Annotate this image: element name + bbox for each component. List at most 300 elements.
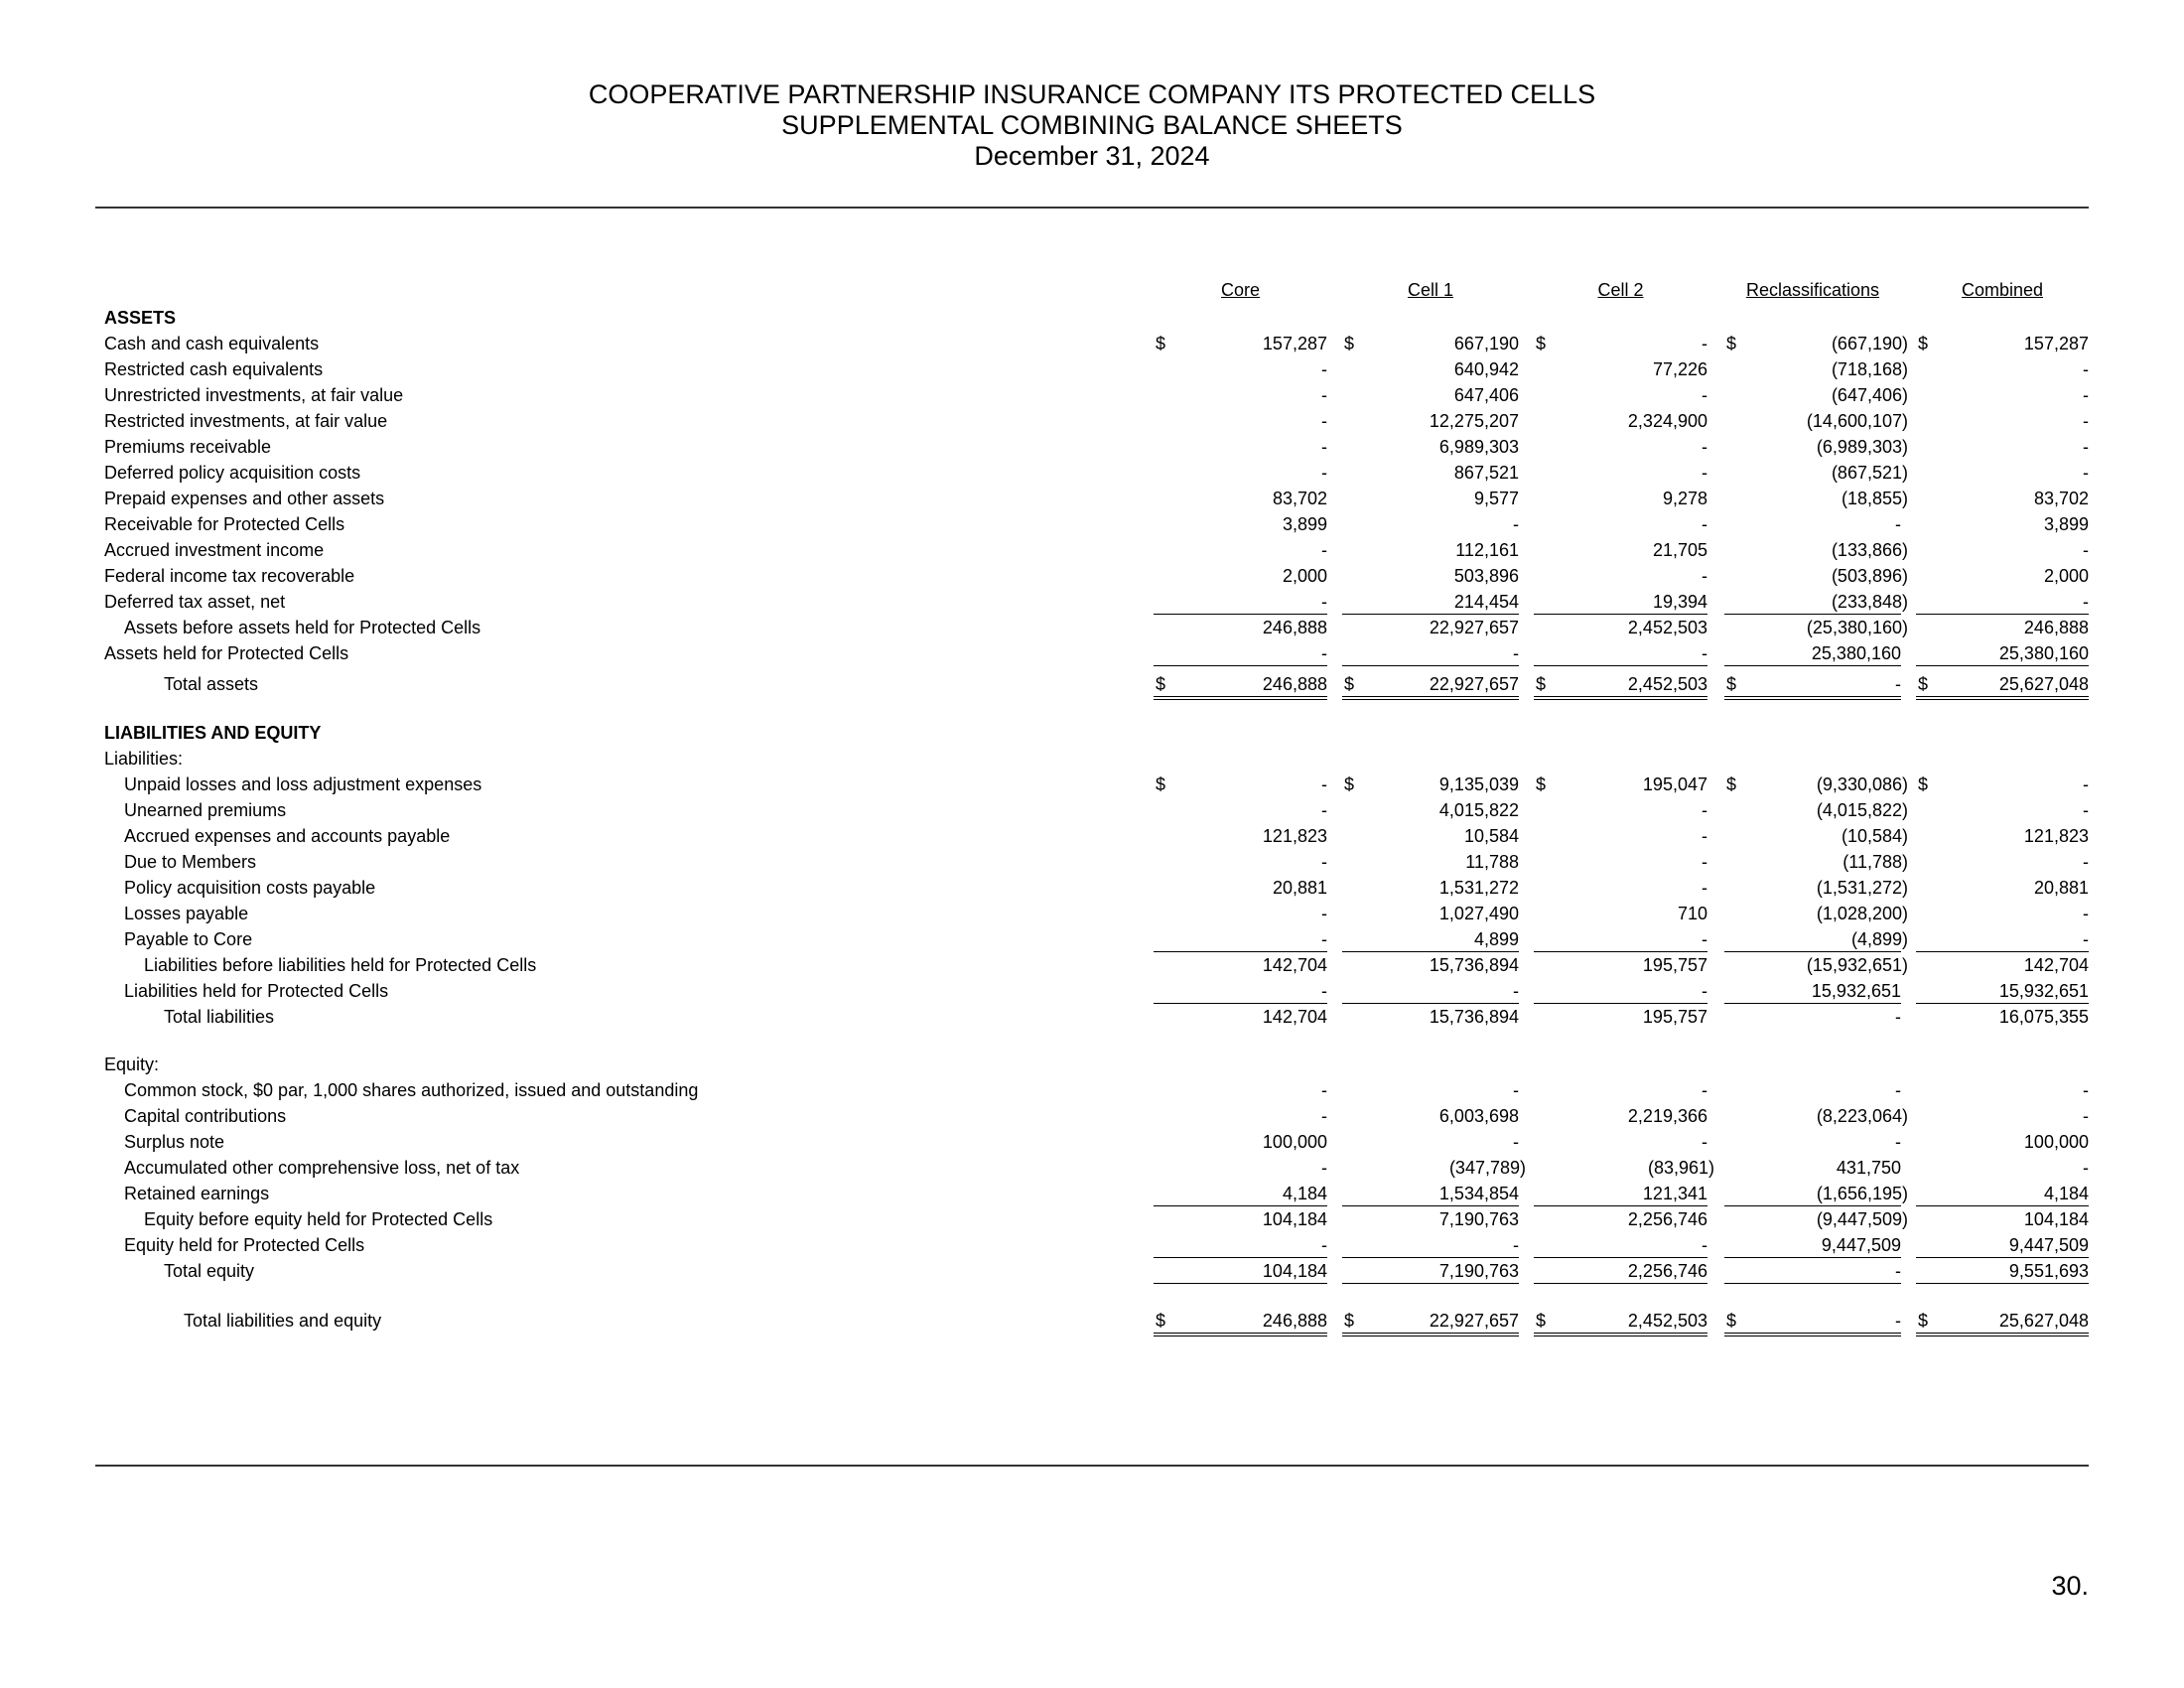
report-title-block [0,79,2184,172]
row-label: Deferred tax asset, net [104,592,286,612]
amount: (1,531,272) [1816,878,1908,898]
row-label: Accrued investment income [104,540,325,560]
amount: 104,184 [2023,1209,2089,1229]
amount: 4,899 [1473,929,1519,949]
value-cell-core [1154,1078,1327,1102]
value-cell-reclassifications [1724,487,1908,510]
value-cell-cell-1 [1342,1207,1519,1231]
currency-symbol: $ [1536,334,1547,353]
value-cell-reclassifications [1724,979,1901,1004]
value-cell-cell-2 [1534,979,1707,1004]
value-cell-reclassifications [1724,332,1908,355]
amount: - [1321,929,1327,949]
amount: 9,577 [1473,489,1519,508]
value-cell-reclassifications [1724,512,1901,536]
amount: 157,287 [2023,334,2089,353]
row-label: Accrued expenses and accounts payable [124,826,451,846]
column-header-cell-1: Cell 1 [1407,280,1454,300]
amount: 6,989,303 [1438,437,1519,457]
value-cell-core [1154,979,1327,1004]
amount: 142,704 [1262,1007,1327,1027]
value-cell-cell-2 [1534,383,1707,407]
row-label: Unpaid losses and loss adjustment expenses [124,774,482,794]
table-row [0,1156,2184,1180]
amount: - [1895,514,1901,534]
value-cell-combined [1916,979,2089,1004]
section-heading-row [0,721,2184,745]
table-row [0,564,2184,588]
value-cell-cell-1 [1342,332,1519,355]
value-cell-cell-2 [1534,1309,1707,1336]
value-cell-reclassifications [1724,902,1908,925]
amount: - [2083,463,2089,483]
amount: 195,757 [1642,1007,1707,1027]
amount: 16,075,355 [1998,1007,2089,1027]
currency-symbol: $ [1918,674,1929,694]
row-label: Unrestricted investments, at fair value [104,385,404,405]
table-row [0,357,2184,381]
row-label: Equity before equity held for Protected Cells [144,1209,493,1229]
value-cell-cell-1 [1342,824,1519,848]
value-cell-cell-2 [1534,1259,1707,1284]
value-cell-cell-1 [1342,876,1519,900]
value-cell-reclassifications [1724,1104,1908,1128]
amount: - [1321,540,1327,560]
amount: 25,627,048 [1998,674,2089,694]
amount: - [2083,929,2089,949]
currency-symbol: $ [1536,774,1547,794]
value-cell-reclassifications [1724,1130,1901,1154]
value-cell-cell-1 [1342,1104,1519,1128]
value-cell-combined [1916,1309,2089,1336]
value-cell-combined [1916,1130,2089,1154]
row-label: Restricted investments, at fair value [104,411,388,431]
value-cell-cell-2 [1534,876,1707,900]
table-row [0,435,2184,459]
value-cell-reclassifications [1724,538,1908,562]
amount: 867,521 [1453,463,1519,483]
amount: (4,899) [1850,929,1908,949]
amount: - [1702,566,1707,586]
amount: 2,452,503 [1627,674,1707,694]
value-cell-cell-1 [1342,461,1519,485]
value-cell-combined [1916,564,2089,588]
bottom-divider [95,1465,2089,1467]
amount: 83,702 [1272,489,1327,508]
column-header-core: Core [1220,280,1260,300]
amount: 11,788 [1465,852,1519,872]
row-label: Losses payable [124,904,249,923]
amount: (503,896) [1831,566,1908,586]
value-cell-cell-1 [1342,383,1519,407]
table-row [0,409,2184,433]
value-cell-cell-2 [1534,824,1707,848]
amount: - [1895,1007,1901,1027]
amount: (9,330,086) [1816,774,1908,794]
value-cell-cell-2 [1534,461,1707,485]
amount: (347,789) [1448,1158,1526,1178]
amount: 246,888 [1262,1311,1327,1331]
amount: - [2083,774,2089,794]
currency-symbol: $ [1536,674,1547,694]
value-cell-combined [1916,902,2089,925]
amount: - [2083,359,2089,379]
value-cell-cell-2 [1534,590,1707,615]
value-cell-reclassifications [1724,773,1908,796]
value-cell-reclassifications [1724,824,1908,848]
row-label: LIABILITIES AND EQUITY [104,723,322,743]
amount: (133,866) [1831,540,1908,560]
value-cell-core [1154,332,1327,355]
value-cell-cell-2 [1534,850,1707,874]
value-cell-cell-1 [1342,902,1519,925]
value-cell-cell-1 [1342,1309,1519,1336]
amount: 22,927,657 [1429,674,1519,694]
value-cell-cell-1 [1342,1233,1519,1258]
value-cell-cell-2 [1534,902,1707,925]
value-cell-combined [1916,1005,2089,1029]
table-row [0,824,2184,848]
amount: (1,028,200) [1816,904,1908,923]
row-label: Cash and cash equivalents [104,334,320,353]
table-row [0,461,2184,485]
value-cell-cell-1 [1342,487,1519,510]
amount: (9,447,509) [1816,1209,1908,1229]
amount: 4,015,822 [1438,800,1519,820]
value-cell-combined [1916,641,2089,666]
amount: 3,899 [2043,514,2089,534]
table-row [0,641,2184,665]
value-cell-combined [1916,824,2089,848]
top-divider [95,207,2089,209]
amount: 22,927,657 [1429,1311,1519,1331]
subheading-row [0,1053,2184,1076]
value-cell-cell-2 [1534,616,1707,639]
row-label: Surplus note [124,1132,225,1152]
value-cell-cell-1 [1342,1130,1519,1154]
amount: 214,454 [1453,592,1519,612]
amount: 15,736,894 [1429,1007,1519,1027]
amount: - [1321,592,1327,612]
value-cell-combined [1916,1104,2089,1128]
value-cell-cell-1 [1342,512,1519,536]
value-cell-cell-2 [1534,1078,1707,1102]
page-number: 30. [2051,1571,2089,1601]
value-cell-combined [1916,616,2089,639]
amount: 503,896 [1453,566,1519,586]
value-cell-cell-2 [1534,1207,1707,1231]
amount: - [1321,359,1327,379]
value-cell-cell-1 [1342,564,1519,588]
value-cell-cell-1 [1342,616,1519,639]
amount: 15,932,651 [1811,981,1901,1001]
value-cell-core [1154,590,1327,615]
value-cell-core [1154,383,1327,407]
row-label: Total equity [164,1261,255,1281]
value-cell-cell-2 [1534,927,1707,952]
amount: - [2083,592,2089,612]
row-label: Liabilities: [104,749,184,769]
value-cell-core [1154,824,1327,848]
amount: 20,881 [2033,878,2089,898]
value-cell-combined [1916,435,2089,459]
table-row [0,616,2184,639]
value-cell-cell-2 [1534,1005,1707,1029]
amount: 195,757 [1642,955,1707,975]
value-cell-cell-1 [1342,1078,1519,1102]
table-row [0,512,2184,536]
value-cell-combined [1916,461,2089,485]
value-cell-reclassifications [1724,435,1908,459]
value-cell-core [1154,409,1327,433]
amount: 25,380,160 [1998,643,2089,663]
value-cell-reclassifications [1724,590,1908,615]
value-cell-core [1154,616,1327,639]
value-cell-cell-1 [1342,1156,1526,1180]
amount: - [2083,800,2089,820]
amount: 9,447,509 [2008,1235,2089,1255]
value-cell-core [1154,435,1327,459]
value-cell-combined [1916,590,2089,615]
amount: (1,656,195) [1816,1184,1908,1203]
amount: 2,452,503 [1627,618,1707,637]
row-label: Due to Members [124,852,257,872]
amount: - [1321,643,1327,663]
amount: 2,324,900 [1627,411,1707,431]
value-cell-reclassifications [1724,876,1908,900]
amount: - [1702,1132,1707,1152]
amount: 20,881 [1272,878,1327,898]
table-row [0,672,2184,696]
amount: 121,341 [1642,1184,1707,1203]
amount: 3,899 [1282,514,1327,534]
amount: 246,888 [1262,618,1327,637]
amount: 121,823 [2023,826,2089,846]
company-title: COOPERATIVE PARTNERSHIP INSURANCE COMPANY ITS PROTECTED CELLS [588,79,1596,109]
value-cell-core [1154,1104,1327,1128]
row-label: Capital contributions [124,1106,287,1126]
value-cell-combined [1916,383,2089,407]
table-row [0,383,2184,407]
value-cell-cell-2 [1534,487,1707,510]
amount: (718,168) [1831,359,1908,379]
amount: 15,736,894 [1429,955,1519,975]
value-cell-cell-2 [1534,564,1707,588]
currency-symbol: $ [1726,674,1737,694]
table-row [0,850,2184,874]
value-cell-combined [1916,357,2089,381]
amount: - [2083,852,2089,872]
amount: - [1702,643,1707,663]
value-cell-combined [1916,1156,2089,1180]
value-cell-reclassifications [1724,672,1901,700]
statement-title: SUPPLEMENTAL COMBINING BALANCE SHEETS [781,110,1403,140]
currency-symbol: $ [1726,774,1737,794]
amount: 2,219,366 [1627,1106,1707,1126]
value-cell-core [1154,538,1327,562]
amount: 100,000 [2023,1132,2089,1152]
value-cell-core [1154,876,1327,900]
amount: (11,788) [1843,852,1908,872]
amount: - [2083,385,2089,405]
value-cell-cell-1 [1342,798,1519,822]
amount: - [1321,1158,1327,1178]
value-cell-cell-1 [1342,850,1519,874]
amount: 9,447,509 [1821,1235,1901,1255]
amount: 1,531,272 [1438,878,1519,898]
amount: (867,521) [1831,463,1908,483]
table-row [0,332,2184,355]
row-label: Payable to Core [124,929,253,949]
amount: 710 [1677,904,1707,923]
row-label: Retained earnings [124,1184,270,1203]
value-cell-core [1154,512,1327,536]
value-cell-reclassifications [1724,1078,1901,1102]
row-label: Policy acquisition costs payable [124,878,376,898]
amount: 7,190,763 [1438,1209,1519,1229]
amount: 246,888 [2023,618,2089,637]
value-cell-core [1154,1309,1327,1336]
value-cell-combined [1916,773,2089,796]
amount: - [1321,1235,1327,1255]
value-cell-cell-2 [1534,435,1707,459]
row-label: Assets before assets held for Protected Cells [124,618,481,637]
value-cell-combined [1916,487,2089,510]
row-label: Total liabilities and equity [184,1311,382,1331]
amount: - [1321,904,1327,923]
amount: 2,256,746 [1627,1261,1707,1281]
value-cell-cell-1 [1342,590,1519,615]
amount: (233,848) [1831,592,1908,612]
row-label: ASSETS [104,308,177,328]
value-cell-reclassifications [1724,1207,1908,1231]
currency-symbol: $ [1918,774,1929,794]
value-cell-reclassifications [1724,641,1901,666]
table-row [0,876,2184,900]
value-cell-cell-2 [1534,1233,1707,1258]
value-cell-combined [1916,798,2089,822]
value-cell-cell-2 [1534,1130,1707,1154]
amount: 142,704 [1262,955,1327,975]
value-cell-cell-1 [1342,409,1519,433]
amount: (667,190) [1831,334,1908,353]
row-label: Restricted cash equivalents [104,359,324,379]
value-cell-core [1154,953,1327,977]
amount: 9,278 [1662,489,1707,508]
amount: - [1895,674,1901,694]
amount: (6,989,303) [1816,437,1908,457]
value-cell-reclassifications [1724,1005,1901,1029]
amount: 9,551,693 [2008,1261,2089,1281]
table-row [0,1130,2184,1154]
amount: - [2083,411,2089,431]
value-cell-reclassifications [1724,1182,1908,1206]
value-cell-cell-2 [1534,1104,1707,1128]
value-cell-core [1154,1005,1327,1029]
amount: - [1321,385,1327,405]
table-row [0,487,2184,510]
value-cell-cell-2 [1534,538,1707,562]
amount: (647,406) [1831,385,1908,405]
value-cell-cell-1 [1342,953,1519,977]
amount: - [1321,800,1327,820]
value-cell-core [1154,641,1327,666]
currency-symbol: $ [1156,774,1166,794]
table-row [0,773,2184,796]
table-row [0,1259,2184,1283]
currency-symbol: $ [1918,334,1929,353]
currency-symbol: $ [1156,674,1166,694]
amount: - [1321,437,1327,457]
amount: 4,184 [1282,1184,1327,1203]
amount: - [1702,514,1707,534]
amount: 142,704 [2023,955,2089,975]
row-label: Total assets [164,674,259,694]
amount: - [2083,1080,2089,1100]
value-cell-reclassifications [1724,564,1908,588]
amount: - [1321,1106,1327,1126]
amount: 246,888 [1262,674,1327,694]
statement-date: December 31, 2024 [974,141,1210,171]
value-cell-cell-1 [1342,773,1519,796]
amount: - [1702,1080,1707,1100]
table-row [0,953,2184,977]
amount: 19,394 [1652,592,1707,612]
amount: - [2083,904,2089,923]
value-cell-reclassifications [1724,461,1908,485]
amount: 195,047 [1642,774,1707,794]
amount: 2,256,746 [1627,1209,1707,1229]
table-row [0,979,2184,1003]
value-cell-cell-1 [1342,979,1519,1004]
amount: - [1895,1080,1901,1100]
value-cell-reclassifications [1724,927,1908,952]
value-cell-combined [1916,1259,2089,1284]
table-row [0,1309,2184,1333]
value-cell-combined [1916,1233,2089,1258]
amount: 104,184 [1262,1209,1327,1229]
column-header-cell-2: Cell 2 [1597,280,1644,300]
amount: (15,932,651) [1806,955,1908,975]
value-cell-cell-2 [1534,332,1707,355]
amount: - [1321,981,1327,1001]
value-cell-reclassifications [1724,1259,1901,1284]
value-cell-cell-1 [1342,672,1519,700]
value-cell-combined [1916,1207,2089,1231]
amount: - [1702,929,1707,949]
value-cell-cell-1 [1342,927,1519,952]
amount: 157,287 [1262,334,1327,353]
amount: - [2083,1158,2089,1178]
amount: - [1513,1080,1519,1100]
amount: - [1513,1235,1519,1255]
amount: 647,406 [1453,385,1519,405]
amount: 1,534,854 [1438,1184,1519,1203]
value-cell-core [1154,487,1327,510]
amount: 22,927,657 [1429,618,1519,637]
value-cell-combined [1916,850,2089,874]
amount: - [2083,437,2089,457]
amount: - [1321,411,1327,431]
table-row [0,1078,2184,1102]
value-cell-cell-1 [1342,1259,1519,1284]
table-row [0,538,2184,562]
value-cell-cell-2 [1534,641,1707,666]
value-cell-cell-2 [1534,1182,1707,1206]
amount: 104,184 [1262,1261,1327,1281]
value-cell-cell-1 [1342,1005,1519,1029]
amount: - [1702,878,1707,898]
